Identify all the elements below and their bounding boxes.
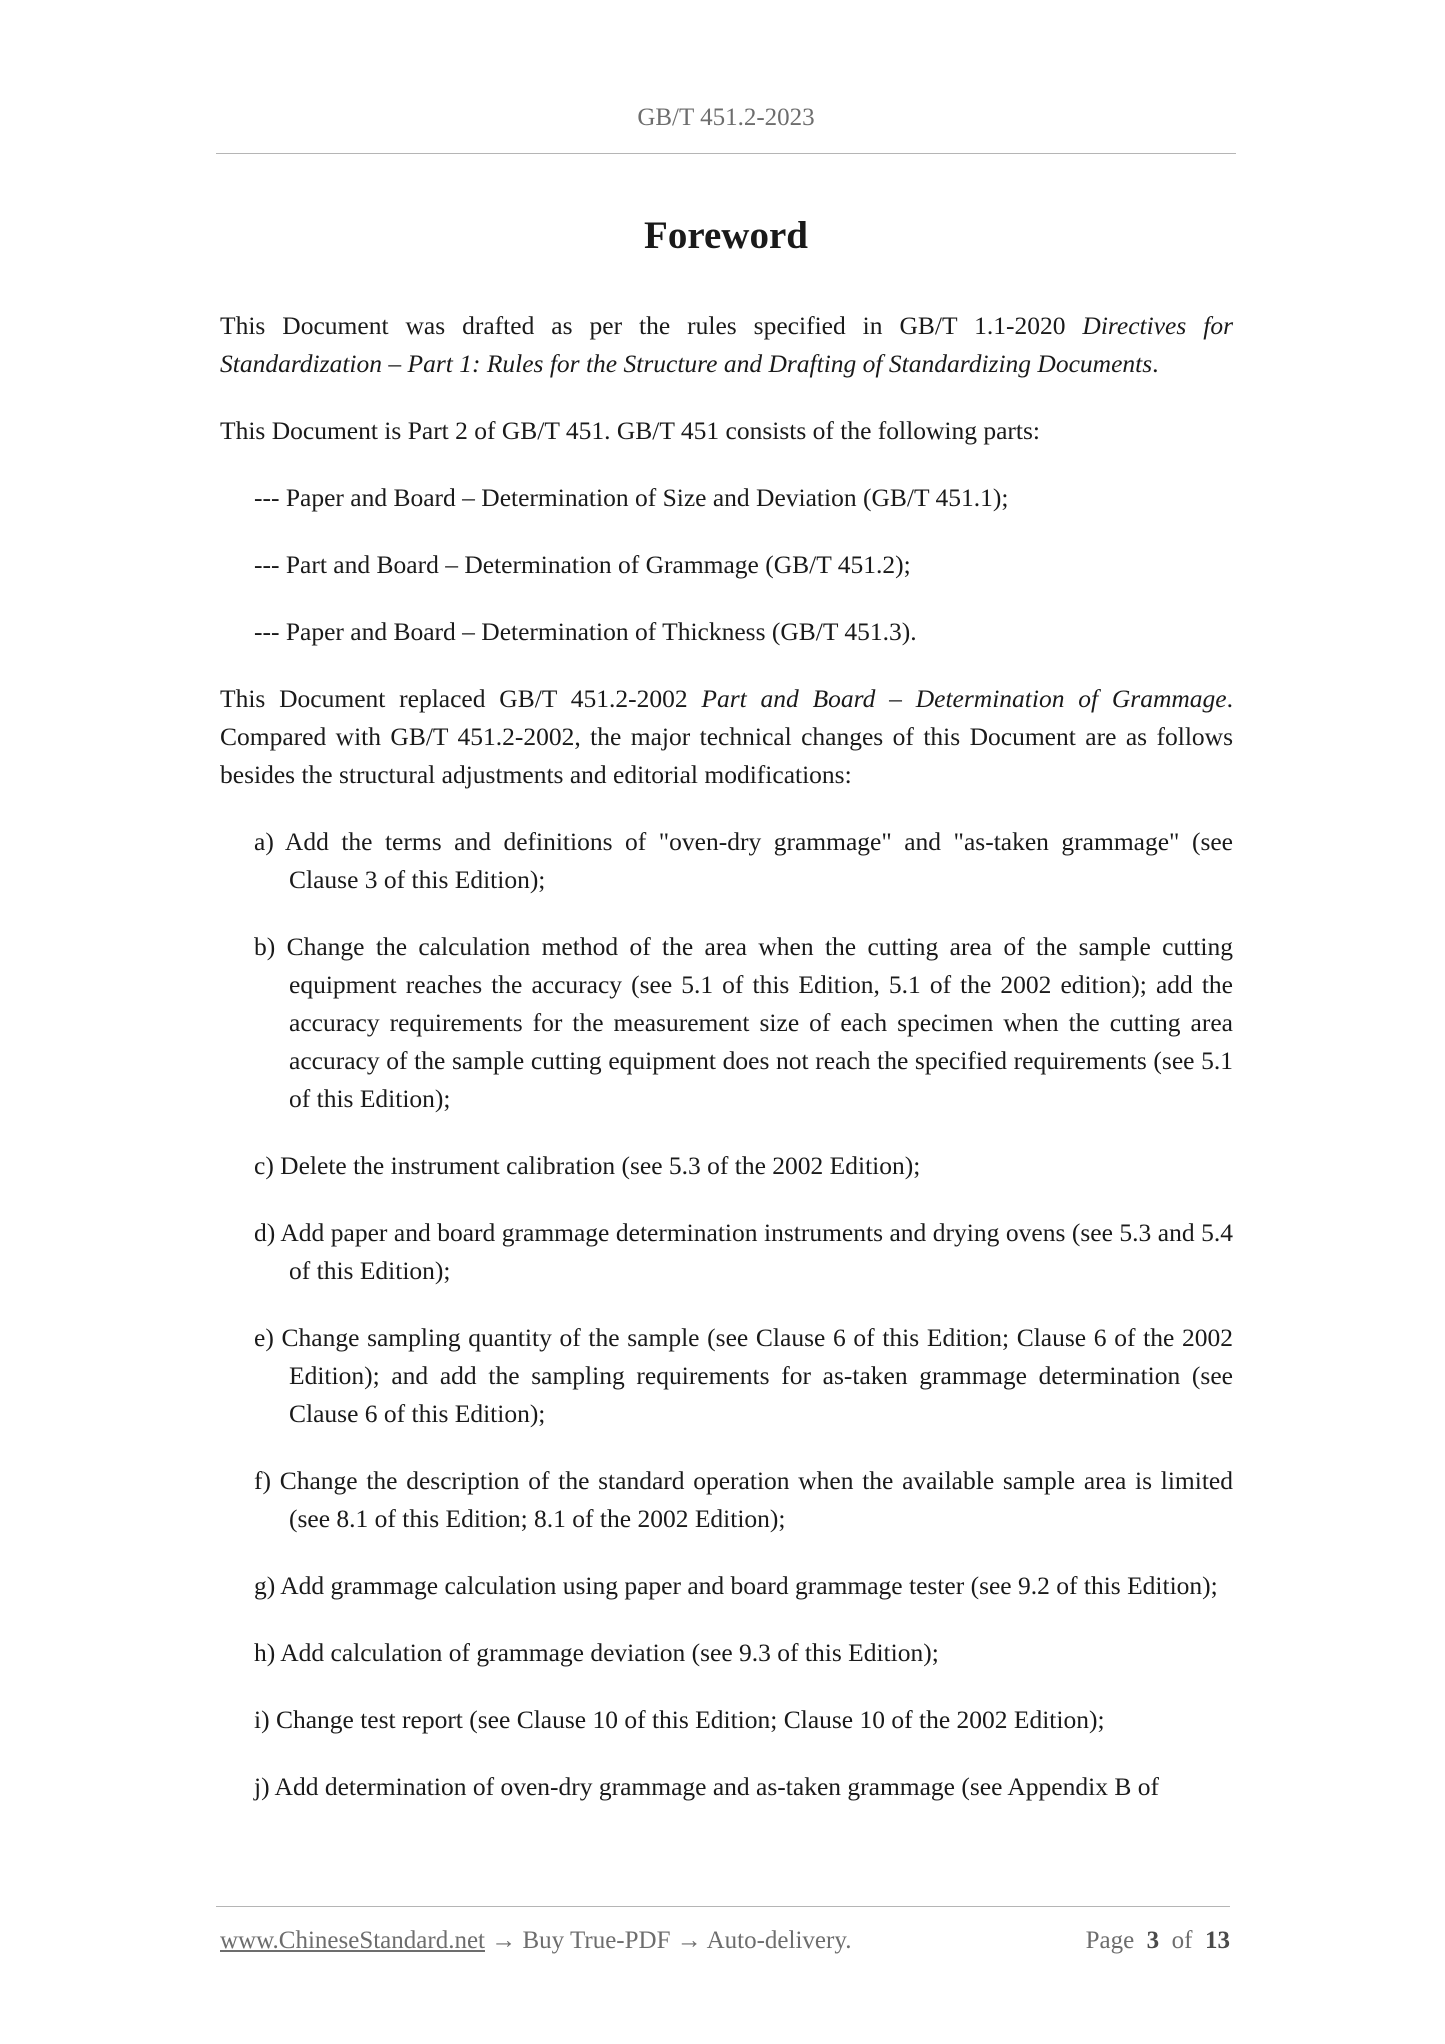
running-header: GB/T 451.2-2023 <box>637 104 815 131</box>
page-indicator <box>1086 1927 1230 1955</box>
page-title: Foreword <box>644 214 808 257</box>
intro-tail-text: . <box>1152 349 1159 378</box>
change-list-item: h) Add calculation of grammage deviation (see 9.3 of this Edition); <box>254 1638 939 1667</box>
page-footer <box>220 1927 1230 1955</box>
of-label: of <box>1171 1927 1193 1954</box>
replacement-tail-text: . Compared with GB/T 451.2-2002, the major technical changes of this Document are as follows besides the structural adjustments and editorial modifications: <box>220 684 1233 789</box>
auto-delivery-text: Auto-delivery. <box>706 1927 852 1954</box>
replacement-paragraph <box>220 680 1233 794</box>
change-list-item: c) Delete the instrument calibration (see 5.3 of the 2002 Edition); <box>254 1151 921 1180</box>
replacement-cited-title: Part and Board – Determination of Grammage <box>701 684 1227 713</box>
part-list-item: --- Paper and Board – Determination of Thickness (GB/T 451.3). <box>254 617 917 646</box>
change-list-item: i) Change test report (see Clause 10 of this Edition; Clause 10 of the 2002 Edition); <box>254 1705 1105 1734</box>
change-list-item: d) Add paper and board grammage determination instruments and drying ovens (see 5.3 and 5.4 of this Edition); <box>254 1218 1233 1285</box>
change-list-item: f) Change the description of the standard operation when the available sample area is limited (see 8.1 of this Edition; 8.1 of the 2002 Edition); <box>254 1466 1233 1533</box>
page-label: Page <box>1085 1927 1135 1954</box>
change-list-item: g) Add grammage calculation using paper and board grammage tester (see 9.2 of this Edition); <box>254 1571 1218 1600</box>
buy-pdf-text: Buy True-PDF <box>522 1927 671 1954</box>
part-list-item: --- Paper and Board – Determination of Size and Deviation (GB/T 451.1); <box>254 483 1009 512</box>
part-list-item: --- Part and Board – Determination of Grammage (GB/T 451.2); <box>254 550 911 579</box>
page-number: 3 <box>1146 1927 1160 1954</box>
change-list-item: j) Add determination of oven-dry grammage and as-taken grammage (see Appendix B of <box>254 1772 1159 1801</box>
intro-paragraph <box>220 307 1233 383</box>
header-divider <box>216 153 1236 154</box>
intro-lead-text: This Document was drafted as per the rules specified in GB/T 1.1-2020 <box>220 311 1083 340</box>
change-list-item: b) Change the calculation method of the area when the cutting area of the sample cutting equipment reaches the accuracy (see 5.1 of this Edition, 5.1 of the 2002 edition); add the accuracy requirements for the measurement size of each specimen when the cutting area accuracy of the sample cutting equipment does not reach the specified requirements (see 5.1 of this Edition); <box>254 932 1233 1113</box>
footer-divider <box>216 1906 1230 1907</box>
page-total: 13 <box>1205 1927 1230 1954</box>
site-link[interactable]: www.ChineseStandard.net <box>220 1927 485 1954</box>
arrow-icon: → <box>491 1927 517 1954</box>
arrow-icon: → <box>676 1927 702 1954</box>
change-list-item: a) Add the terms and definitions of "oven-dry grammage" and "as-taken grammage" (see Clause 3 of this Edition); <box>254 827 1233 894</box>
intro-cited-title: Directives for Standardization – Part 1: Rules for the Structure and Drafting of Standardizing Documents <box>220 311 1233 378</box>
change-list-item: e) Change sampling quantity of the sample (see Clause 6 of this Edition; Clause 6 of the 2002 Edition); and add the sampling requirements for as-taken grammage determination (see Clause 6 of this Edition); <box>254 1323 1233 1428</box>
document-body <box>220 307 1233 1835</box>
replacement-lead-text: This Document replaced GB/T 451.2-2002 <box>220 684 702 713</box>
parts-intro-paragraph: This Document is Part 2 of GB/T 451. GB/T 451 consists of the following parts: <box>220 416 1040 445</box>
